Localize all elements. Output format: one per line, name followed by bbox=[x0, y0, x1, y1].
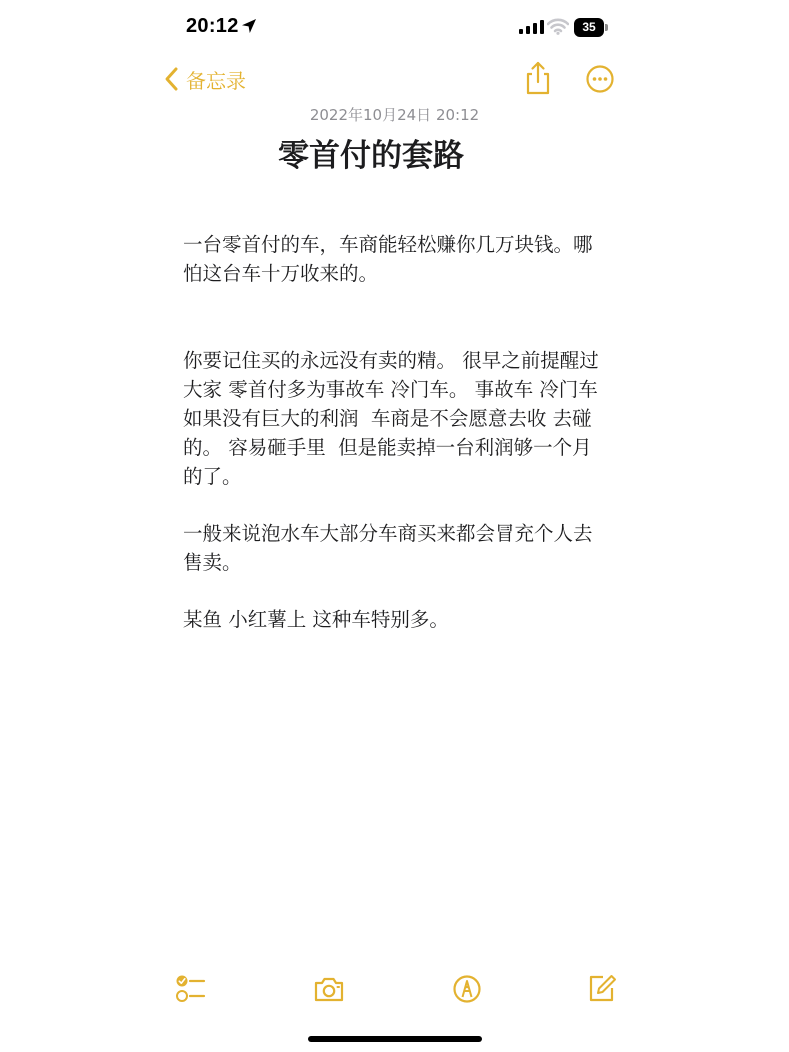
cellular-signal-icon bbox=[519, 19, 544, 35]
note-date: 2022年10月24日 20:12 bbox=[309, 106, 480, 124]
status-time: 20:12 bbox=[186, 15, 239, 37]
more-ellipsis-icon[interactable] bbox=[585, 64, 615, 94]
paragraph-spacer bbox=[183, 491, 603, 519]
markup-pen-icon[interactable] bbox=[450, 972, 484, 1006]
home-indicator[interactable] bbox=[308, 1036, 482, 1042]
back-button[interactable] bbox=[163, 64, 246, 94]
battery-level: 35 bbox=[574, 18, 604, 37]
wifi-icon bbox=[547, 18, 569, 35]
checklist-icon[interactable] bbox=[173, 972, 207, 1006]
paragraph-spacer bbox=[183, 288, 603, 346]
battery-icon bbox=[574, 18, 608, 37]
note-title[interactable]: 零首付的套路 bbox=[278, 138, 464, 174]
note-paragraph: 你要记住买的永远没有卖的精。 很早之前提醒过大家 零首付多为事故车 冷门车。 事故车 冷门车如果没有巨大的利润 车商是不会愿意去收 去碰的。 容易砸手里 但是能卖掉一台利润够一个月的了。 bbox=[183, 349, 599, 488]
note-paragraph: 某鱼 小红薯上 这种车特别多。 bbox=[183, 608, 449, 631]
battery-cap bbox=[605, 24, 608, 31]
paragraph-spacer bbox=[183, 577, 603, 605]
share-icon[interactable] bbox=[522, 60, 554, 96]
camera-icon[interactable] bbox=[312, 972, 346, 1006]
note-paragraph: 一般来说泡水车大部分车商买来都会冒充个人去售卖。 bbox=[183, 522, 593, 574]
location-arrow-icon bbox=[241, 18, 257, 34]
status-bar bbox=[0, 0, 789, 56]
back-button-label: 备忘录 bbox=[186, 68, 246, 93]
note-paragraph: 一台零首付的车，车商能轻松赚你几万块钱。哪怕这台车十万收来的。 bbox=[183, 233, 593, 285]
note-body[interactable] bbox=[183, 230, 603, 634]
compose-icon[interactable] bbox=[585, 972, 619, 1006]
chevron-left-icon bbox=[163, 66, 181, 92]
